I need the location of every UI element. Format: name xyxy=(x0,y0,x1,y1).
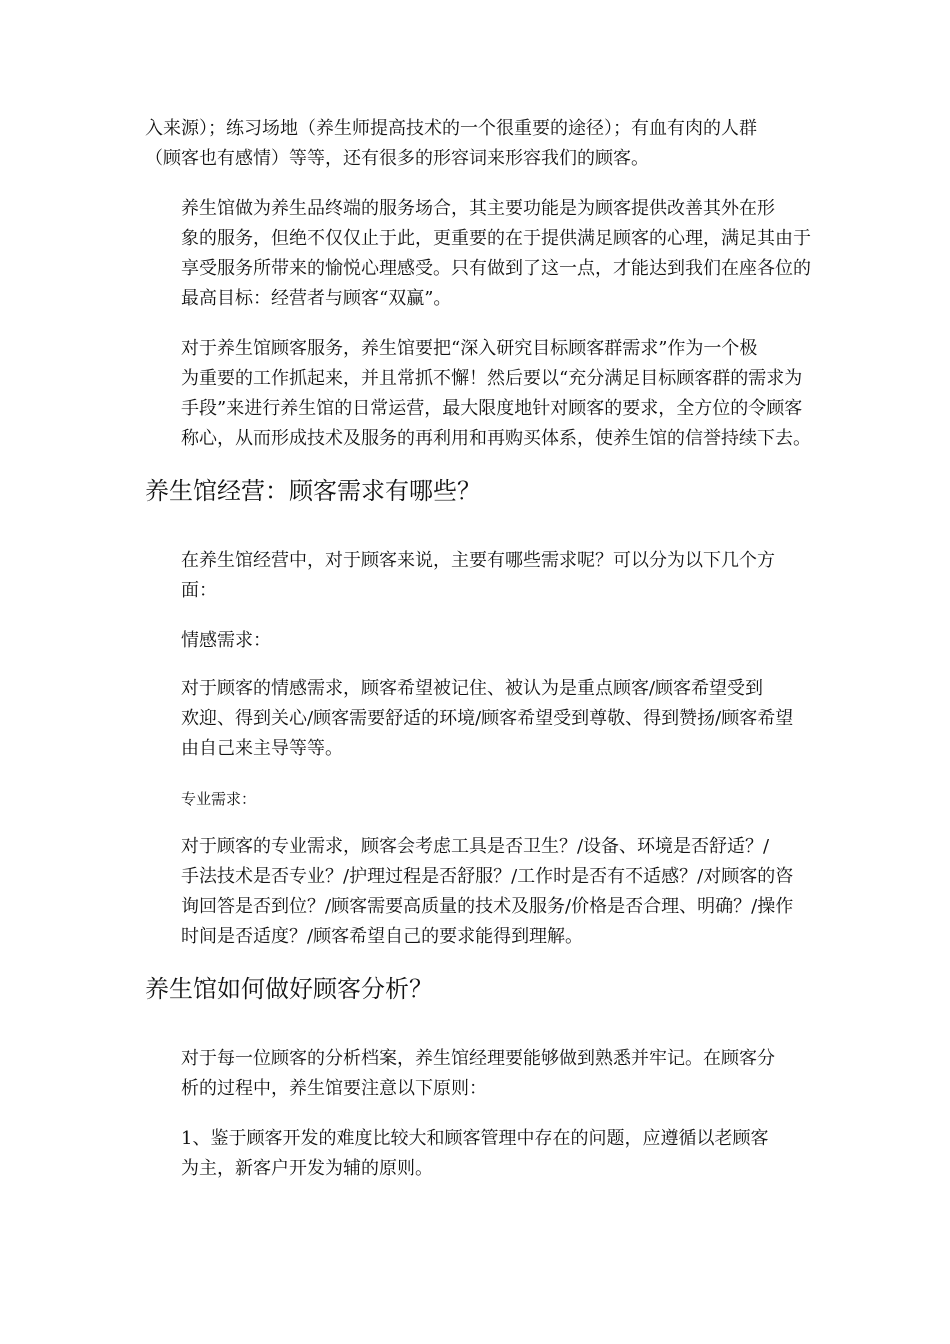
paragraph-professional-needs xyxy=(145,832,817,952)
text-line: 象的服务，但绝不仅仅止于此，更重要的在于提供满足顾客的心理，满足其由于 xyxy=(181,228,811,249)
text-line: 称心，从而形成技术及服务的再利用和再购买体系，使养生馆的信誉持续下去。 xyxy=(181,428,811,449)
paragraph-needs-intro xyxy=(145,546,817,606)
text-line: 在养生馆经营中，对于顾客来说，主要有哪些需求呢？可以分为以下几个方 xyxy=(181,550,775,571)
text-line: 析的过程中，养生馆要注意以下原则： xyxy=(181,1078,487,1099)
section-heading-customer-analysis: 养生馆如何做好顾客分析？ xyxy=(145,975,433,1003)
paragraph-analysis-intro xyxy=(145,1044,817,1104)
text-line: 养生馆做为养生品终端的服务场合，其主要功能是为顾客提供改善其外在形 xyxy=(181,198,775,219)
text-line: 最高目标：经营者与顾客“双赢”。 xyxy=(181,288,452,309)
paragraph-principle-1 xyxy=(145,1124,817,1184)
paragraph-emotional-needs xyxy=(145,674,817,764)
text-line: 对于每一位顾客的分析档案，养生馆经理要能够做到熟悉并牢记。在顾客分 xyxy=(181,1048,775,1069)
paragraph-intro-continuation xyxy=(145,114,817,174)
text-line: 询回答是否到位？/顾客需要高质量的技术及服务/价格是否合理、明确？/操作 xyxy=(181,896,794,917)
text-line: 时间是否适度？/顾客希望自己的要求能得到理解。 xyxy=(181,926,584,947)
text-line: 手段”来进行养生馆的日常运营，最大限度地针对顾客的要求，全方位的令顾客 xyxy=(181,398,803,419)
text-line: 为重要的工作抓起来，并且常抓不懈！然后要以“充分满足目标顾客群的需求为 xyxy=(181,368,803,389)
text-line: 对于顾客的情感需求，顾客希望被记住、被认为是重点顾客/顾客希望受到 xyxy=(181,678,764,699)
text-line: 1、鉴于顾客开发的难度比较大和顾客管理中存在的问题，应遵循以老顾客 xyxy=(181,1128,769,1149)
text-line: 由自己来主导等等。 xyxy=(181,738,343,759)
text-line: 面： xyxy=(181,580,217,601)
label-emotional-needs: 情感需求： xyxy=(181,630,271,651)
text-line: 欢迎、得到关心/顾客需要舒适的环境/顾客希望受到尊敬、得到赞扬/顾客希望 xyxy=(181,708,794,729)
text-line: （顾客也有感情）等等，还有很多的形容词来形容我们的顾客。 xyxy=(145,148,649,169)
text-line: 入来源）；练习场地（养生师提高技术的一个很重要的途径）；有血有肉的人群 xyxy=(145,118,757,139)
document-body xyxy=(145,114,817,1204)
paragraph-service-function xyxy=(145,194,817,314)
text-line: 享受服务所带来的愉悦心理感受。只有做到了这一点，才能达到我们在座各位的 xyxy=(181,258,811,279)
text-line: 对于顾客的专业需求，顾客会考虑工具是否卫生？/设备、环境是否舒适？/ xyxy=(181,836,770,857)
text-line: 手法技术是否专业？/护理过程是否舒服？/工作时是否有不适感？/对顾客的咨 xyxy=(181,866,794,887)
paragraph-research-needs xyxy=(145,334,817,454)
text-line: 对于养生馆顾客服务，养生馆要把“深入研究目标顾客群需求”作为一个极 xyxy=(181,338,758,359)
label-professional-needs: 专业需求： xyxy=(181,790,257,808)
section-heading-customer-needs: 养生馆经营：顾客需求有哪些？ xyxy=(145,477,481,505)
text-line: 为主，新客户开发为辅的原则。 xyxy=(181,1158,433,1179)
